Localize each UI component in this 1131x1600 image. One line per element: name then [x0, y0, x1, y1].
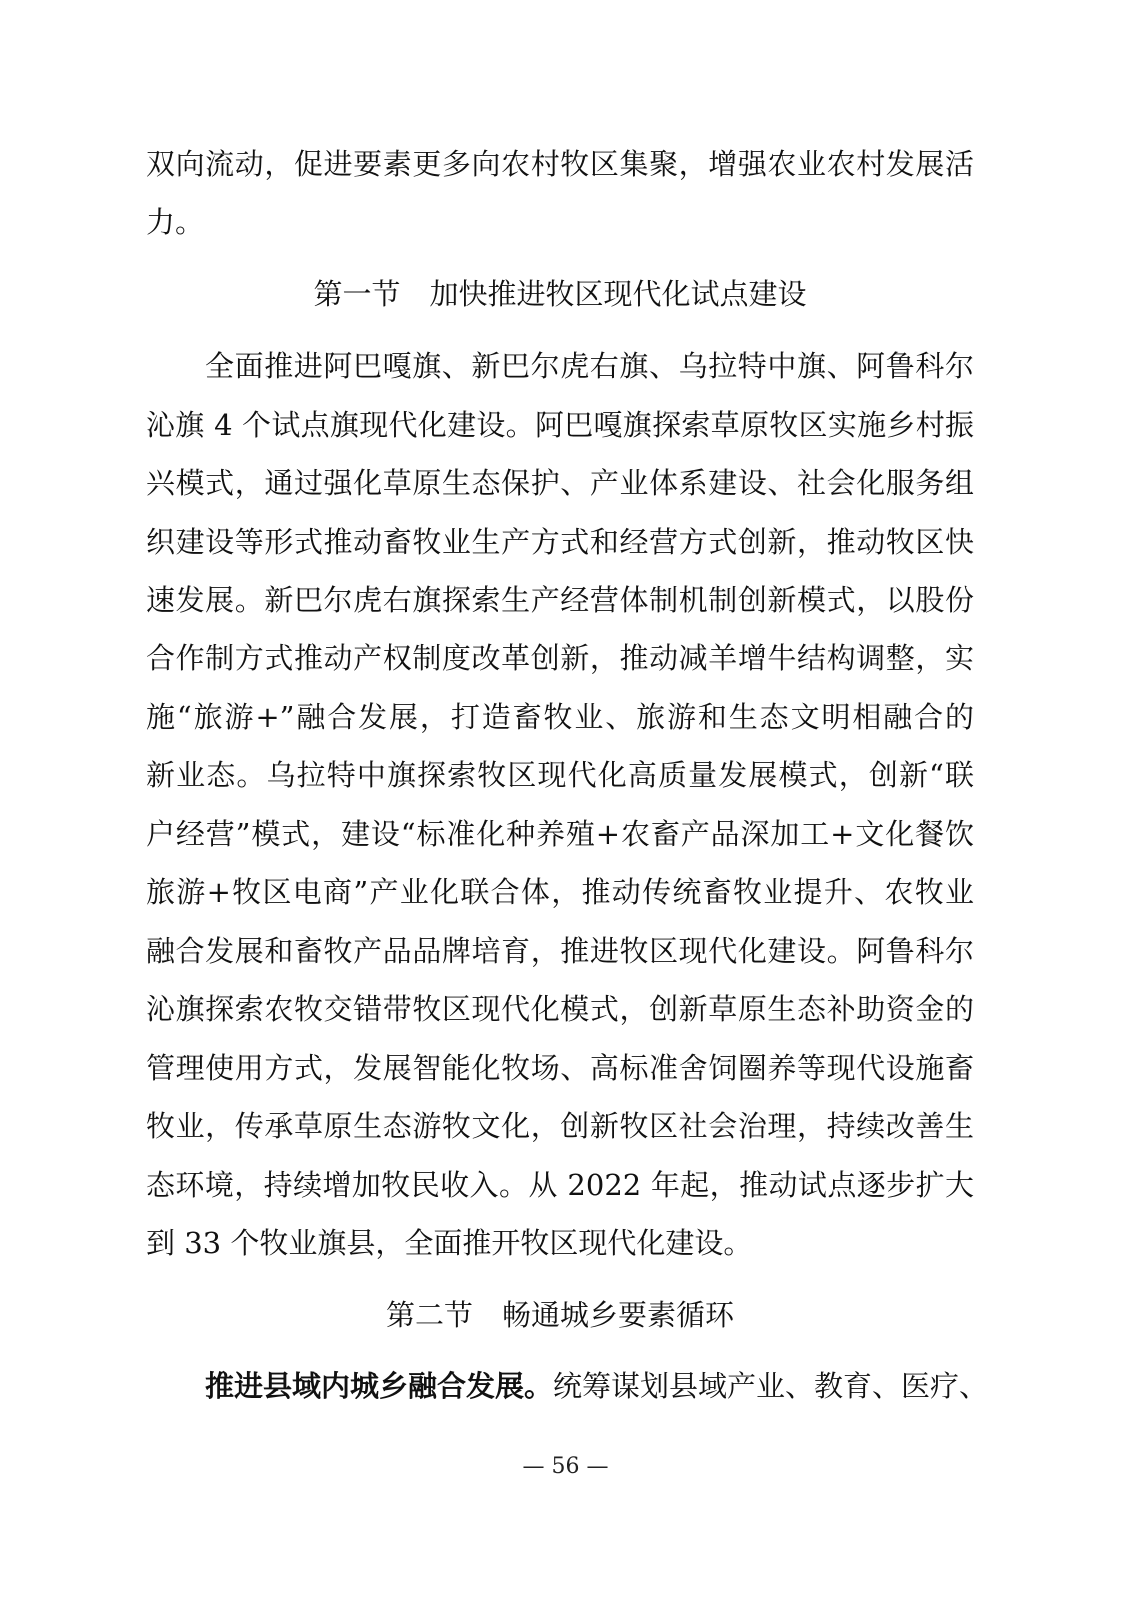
paragraph-line: 双向流动，促进要素更多向农村牧区集聚，增强农业农村发展活 — [146, 147, 974, 181]
paragraph-line: 合作制方式推动产权制度改革创新，推动减羊增牛结构调整，实 — [146, 641, 974, 675]
page-number: — 56 — — [522, 1454, 609, 1479]
paragraph-line: 力。 — [146, 205, 205, 239]
paragraph-line: 旅游+牧区电商”产业化联合体，推动传统畜牧业提升、农牧业 — [146, 875, 974, 909]
section-heading-2: 第二节 畅通城乡要素循环 — [385, 1298, 734, 1332]
paragraph-line: 兴模式，通过强化草原生态保护、产业体系建设、社会化服务组 — [146, 466, 974, 500]
bold-lead-phrase: 推进县域内城乡融合发展。 — [205, 1369, 554, 1403]
paragraph-line: 织建设等形式推动畜牧业生产方式和经营方式创新，推动牧区快 — [146, 525, 974, 559]
paragraph-line: 管理使用方式，发展智能化牧场、高标准舍饲圈养等现代设施畜 — [146, 1051, 974, 1085]
paragraph-line: 沁旗 4 个试点旗现代化建设。阿巴嘎旗探索草原牧区实施乡村振 — [146, 408, 974, 442]
paragraph-line: 施“旅游+”融合发展，打造畜牧业、旅游和生态文明相融合的 — [146, 700, 974, 734]
section-heading-1: 第一节 加快推进牧区现代化试点建设 — [313, 277, 807, 311]
paragraph-line: 速发展。新巴尔虎右旗探索生产经营体制机制创新模式，以股份 — [146, 583, 974, 617]
paragraph-line: 态环境，持续增加牧民收入。从 2022 年起，推动试点逐步扩大 — [146, 1168, 974, 1202]
paragraph-text: 统筹谋划县域产业、教育、医疗、 — [553, 1369, 989, 1403]
paragraph-line: 户经营”模式，建设“标准化种养殖+农畜产品深加工+文化餐饮 — [146, 817, 974, 851]
paragraph-line: 全面推进阿巴嘎旗、新巴尔虎右旗、乌拉特中旗、阿鲁科尔 — [205, 349, 974, 383]
paragraph-line: 新业态。乌拉特中旗探索牧区现代化高质量发展模式，创新“联 — [146, 758, 974, 792]
paragraph-line: 融合发展和畜牧产品品牌培育，推进牧区现代化建设。阿鲁科尔 — [146, 934, 974, 968]
paragraph-line — [205, 1366, 989, 1406]
paragraph-line: 牧业，传承草原生态游牧文化，创新牧区社会治理，持续改善生 — [146, 1109, 974, 1143]
paragraph-line: 到 33 个牧业旗县，全面推开牧区现代化建设。 — [146, 1226, 753, 1260]
paragraph-line: 沁旗探索农牧交错带牧区现代化模式，创新草原生态补助资金的 — [146, 992, 974, 1026]
